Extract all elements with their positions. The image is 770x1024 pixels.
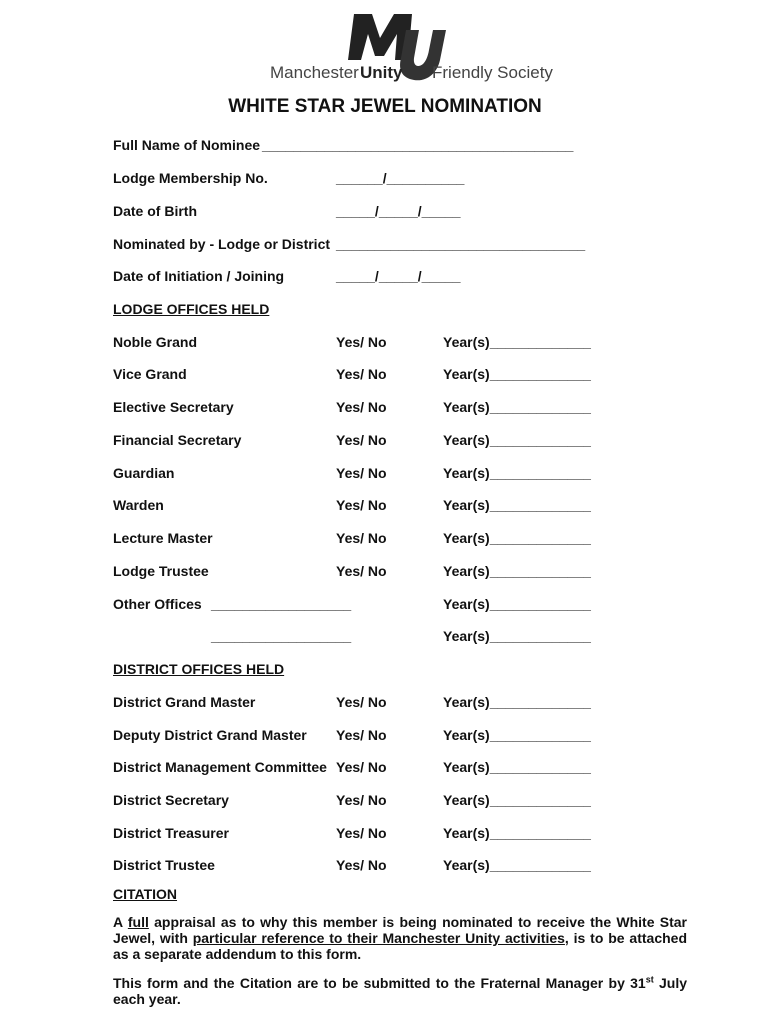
years-field[interactable]: Year(s)_____________ [443, 857, 591, 873]
years-field[interactable]: Year(s)_____________ [443, 497, 591, 513]
years-field[interactable]: Year(s)_____________ [443, 530, 591, 546]
page-title: WHITE STAR JEWEL NOMINATION [228, 96, 542, 117]
office-name: Lecture Master [113, 530, 213, 546]
yes-no-option[interactable]: Yes/ No [336, 399, 387, 415]
years-field[interactable]: Year(s)_____________ [443, 694, 591, 710]
date-of-birth-label: Date of Birth [113, 203, 197, 219]
full-name-label: Full Name of Nominee [113, 137, 261, 153]
initiation-date-label: Date of Initiation / Joining [113, 268, 285, 284]
citation-text: , is to be attached as a separate addendum to this form. [113, 930, 687, 962]
date-ordinal: st [645, 974, 654, 985]
office-name: Warden [113, 497, 164, 513]
logo-word-friendly-society: Friendly Society [432, 63, 553, 82]
yes-no-option[interactable]: Yes/ No [336, 792, 387, 808]
citation-text: appraisal as to why this member is being nominated to receive the White Star Jewel, with [113, 914, 687, 946]
district-offices-heading: DISTRICT OFFICES HELD [113, 661, 285, 677]
lodge-offices-heading: LODGE OFFICES HELD [113, 301, 270, 317]
nominated-by-field[interactable]: ________________________________ [336, 236, 586, 252]
citation-emphasis-full: full [127, 914, 149, 930]
yes-no-option[interactable]: Yes/ No [336, 857, 387, 873]
years-field[interactable]: Year(s)_____________ [443, 465, 591, 481]
lodge-membership-field[interactable]: ______/__________ [336, 170, 465, 186]
office-name: Noble Grand [113, 334, 198, 350]
yes-no-option[interactable]: Yes/ No [336, 759, 387, 775]
other-offices-label: Other Offices [113, 596, 202, 612]
nominated-by-label: Nominated by - Lodge or District [113, 236, 331, 252]
citation-text: A [113, 914, 128, 930]
years-field[interactable]: Year(s)_____________ [443, 334, 591, 350]
yes-no-option[interactable]: Yes/ No [336, 530, 387, 546]
logo-word-manchester: Manchester [270, 63, 359, 82]
office-name: District Grand Master [113, 694, 256, 710]
years-field[interactable]: Year(s)_____________ [443, 792, 591, 808]
deadline-text: July each year. [113, 975, 688, 1007]
citation-emphasis-reference: particular reference to their Manchester Unity activities [192, 930, 565, 946]
deadline-text: This form and the Citation are to be submitted to the Fraternal Manager by 31 [113, 975, 646, 991]
other-office-field-1[interactable]: __________________ [211, 596, 352, 612]
years-field[interactable]: Year(s)_____________ [443, 366, 591, 382]
logo-word-unity: Unity [360, 63, 403, 82]
years-field[interactable]: Year(s)_____________ [443, 432, 591, 448]
yes-no-option[interactable]: Yes/ No [336, 497, 387, 513]
yes-no-option[interactable]: Yes/ No [336, 465, 387, 481]
full-name-field[interactable]: ________________________________________ [262, 137, 574, 153]
other-office-field-2[interactable]: __________________ [211, 628, 352, 644]
date-of-birth-field[interactable]: _____/_____/_____ [336, 203, 461, 219]
office-name: District Management Committee [113, 759, 327, 775]
other-office-years-2[interactable]: Year(s)_____________ [443, 628, 591, 644]
office-name: Lodge Trustee [113, 563, 209, 579]
citation-instructions [113, 914, 687, 962]
years-field[interactable]: Year(s)_____________ [443, 399, 591, 415]
office-name: District Secretary [113, 792, 229, 808]
yes-no-option[interactable]: Yes/ No [336, 825, 387, 841]
office-name: Deputy District Grand Master [113, 727, 307, 743]
submission-deadline [113, 975, 687, 1007]
citation-heading: CITATION [113, 886, 178, 902]
office-name: District Trustee [113, 857, 215, 873]
yes-no-option[interactable]: Yes/ No [336, 366, 387, 382]
yes-no-option[interactable]: Yes/ No [336, 727, 387, 743]
initiation-date-field[interactable]: _____/_____/_____ [336, 268, 461, 284]
office-name: Elective Secretary [113, 399, 234, 415]
lodge-membership-label: Lodge Membership No. [113, 170, 268, 186]
office-name: Financial Secretary [113, 432, 242, 448]
yes-no-option[interactable]: Yes/ No [336, 334, 387, 350]
office-name: District Treasurer [113, 825, 229, 841]
office-name: Vice Grand [113, 366, 187, 382]
yes-no-option[interactable]: Yes/ No [336, 432, 387, 448]
office-name: Guardian [113, 465, 175, 481]
years-field[interactable]: Year(s)_____________ [443, 759, 591, 775]
manchester-unity-logo [268, 8, 553, 88]
years-field[interactable]: Year(s)_____________ [443, 563, 591, 579]
yes-no-option[interactable]: Yes/ No [336, 694, 387, 710]
years-field[interactable]: Year(s)_____________ [443, 825, 591, 841]
yes-no-option[interactable]: Yes/ No [336, 563, 387, 579]
other-office-years-1[interactable]: Year(s)_____________ [443, 596, 591, 612]
years-field[interactable]: Year(s)_____________ [443, 727, 591, 743]
